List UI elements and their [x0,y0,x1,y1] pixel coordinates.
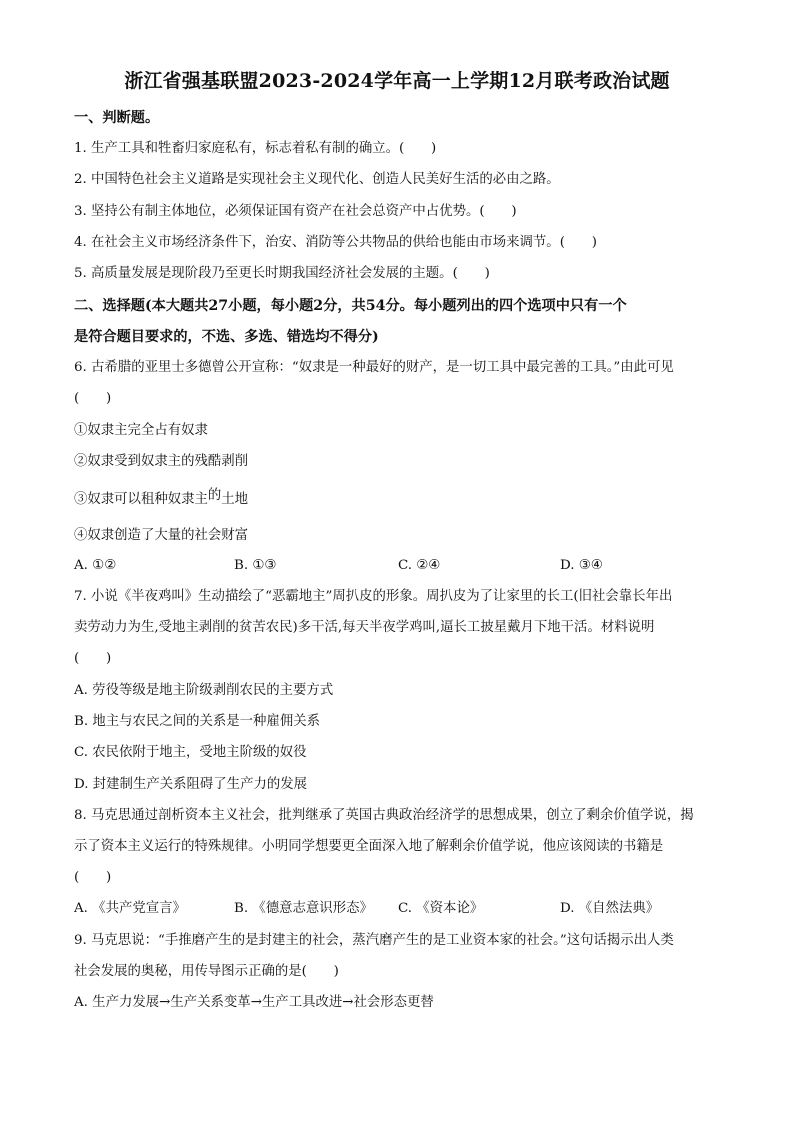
q6-option-c: C. ②④ [398,558,441,573]
question-4: 4. 在社会主义市场经济条件下，治安、消防等公共物品的供给也能由市场来调节。( ) [74,235,597,250]
q6-option-b: B. ①③ [234,558,277,573]
q8-option-b: B. 《德意志意识形态》 [234,901,373,916]
question-6-statement-3 [74,488,734,509]
question-9-option-a: A. 生产力发展→生产关系变革→生产工具改进→社会形态更替 [74,995,434,1010]
statement-3-raised-char: 的 [207,488,222,503]
question-7-stem-line3: ( ) [74,651,112,666]
question-9-stem-line2: 社会发展的奥秘，用传导图示正确的是( ) [74,964,339,979]
question-2: 2. 中国特色社会主义道路是实现社会主义现代化、创造人民美好生活的必由之路。 [74,172,560,187]
q8-option-a: A. 《共产党宣言》 [74,901,186,916]
question-7-option-a: A. 劳役等级是地主阶级剥削农民的主要方式 [74,683,334,698]
section-heading-choice-line1: 二、选择题(本大题共27小题，每小题2分，共54分。每小题列出的四个选项中只有一个 [74,298,627,314]
q6-option-d: D. ③④ [560,558,603,573]
statement-3-part-a: ③奴隶可以租种奴隶主 [74,492,208,507]
q8-option-d: D. 《自然法典》 [560,901,660,916]
statement-3-part-b: 土地 [221,492,249,507]
q8-option-c: C. 《资本论》 [398,901,484,916]
section-heading-choice-line2: 是符合题目要求的，不选、多选、错选均不得分) [74,329,379,345]
question-8-stem-line3: ( ) [74,870,112,885]
question-7-option-d: D. 封建制生产关系阻碍了生产力的发展 [74,777,308,792]
question-5: 5. 高质量发展是现阶段乃至更长时期我国经济社会发展的主题。( ) [74,266,490,281]
question-6-stem-line2: ( ) [74,391,112,406]
question-6-statement-4: ④奴隶创造了大量的社会财富 [74,528,249,543]
question-8-stem-line2: 示了资本主义运行的特殊规律。小明同学想要更全面深入地了解剩余价值学说，他应该阅读的书籍是 [74,839,664,854]
section-heading-judgment: 一、判断题。 [74,110,160,126]
page-title: 浙江省强基联盟2023-2024学年高一上学期12月联考政治试题 [124,70,670,92]
question-3: 3. 坚持公有制主体地位，必须保证国有资产在社会总资产中占优势。( ) [74,204,517,219]
q6-option-a: A. ①② [74,558,117,573]
question-8-stem-line1: 8. 马克思通过剖析资本主义社会，批判继承了英国古典政治经济学的思想成果，创立了剩余价值学说，揭 [74,808,694,823]
question-7-stem-line1: 7. 小说《半夜鸡叫》生动描绘了“恶霸地主”周扒皮的形象。周扒皮为了让家里的长工(旧社会靠长年出 [74,589,673,604]
question-1: 1. 生产工具和牲畜归家庭私有，标志着私有制的确立。( ) [74,141,437,156]
question-6-statement-2: ②奴隶受到奴隶主的残酷剥削 [74,454,249,469]
question-9-stem-line1: 9. 马克思说：“手推磨产生的是封建主的社会，蒸汽磨产生的是工业资本家的社会。”这句话揭示出人类 [74,933,674,948]
question-6-statement-1: ①奴隶主完全占有奴隶 [74,423,208,438]
question-7-stem-line2: 卖劳动力为生,受地主剥削的贫苦农民)多干活,每天半夜学鸡叫,逼长工披星戴月下地干活。材料说明 [74,620,655,635]
question-6-stem-line1: 6. 古希腊的亚里士多德曾公开宣称：“奴隶是一种最好的财产，是一切工具中最完善的工具。”由此可见 [74,360,674,375]
question-7-option-c: C. 农民依附于地主，受地主阶级的奴役 [74,745,307,760]
question-7-option-b: B. 地主与农民之间的关系是一种雇佣关系 [74,714,320,729]
